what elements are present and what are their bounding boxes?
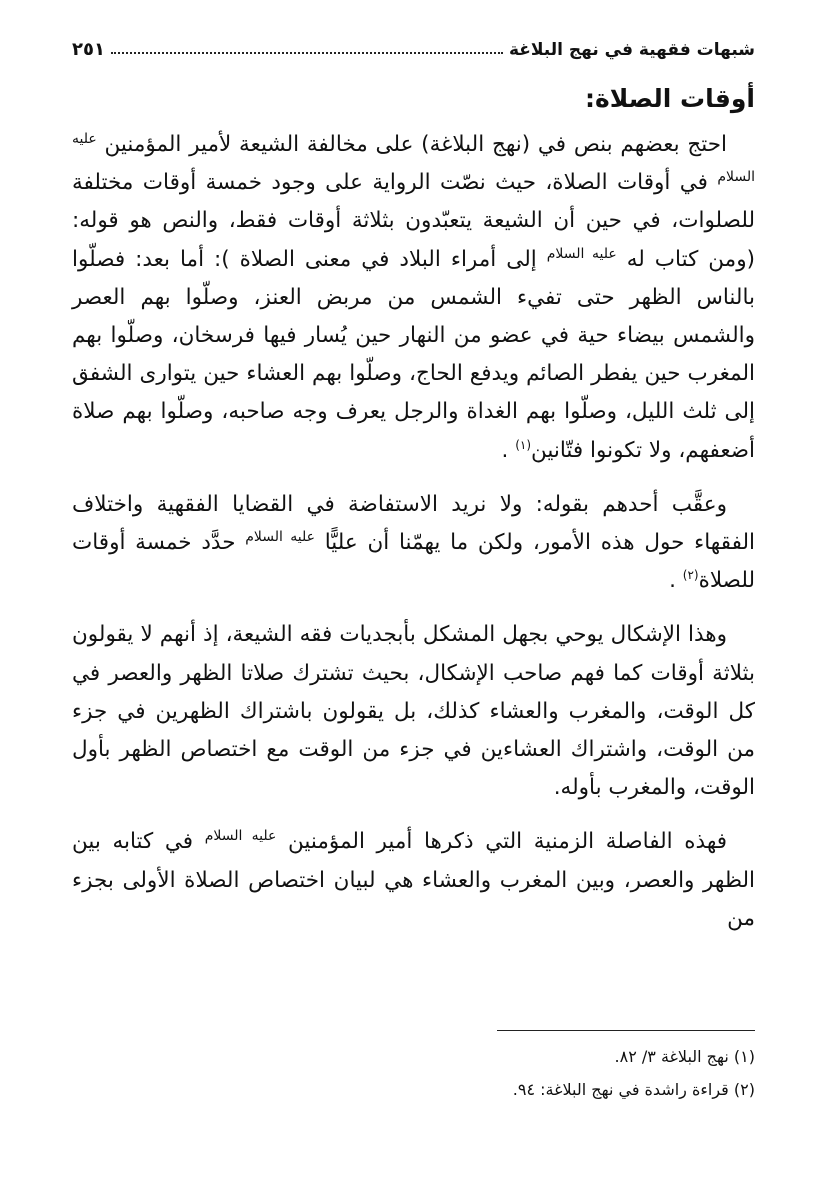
honorific-mark: عليه السلام — [546, 245, 617, 262]
paragraph-1-text-c: إلى أمراء البلاد في معنى الصلاة ): أما بعد: فصلّوا بالناس الظهر حتى تفيء الشمس من مربض العنز، وصلّوا بهم العصر والشمس بيضاء حية في عضو من النهار حين يُسار فيها فرسخان، وصلّوا بهم المغرب حين يفطر الصائم ويدفع الحاج، وصلّوا بهم العشاء حين يتوارى الشفق إلى ثلث الليل، وصلّوا بهم الغداة والرجل يعرف وجه صاحبه، وصلّوا بهم صلاة أضعفهم، ولا تكونوا فتّانين — [72, 246, 755, 463]
footnote-ref-2[interactable]: (٢) — [682, 568, 699, 583]
footnote-2: (٢) قراءة راشدة في نهج البلاغة: ٩٤. — [512, 1080, 755, 1099]
paragraph-4-text-a: فهذه الفاصلة الزمنية التي ذكرها أمير المؤمنين — [288, 829, 728, 855]
paragraph-1 — [72, 126, 755, 470]
paragraph-2-end: . — [669, 568, 676, 594]
paragraph-2-text-b: حدَّد خمسة أوقات للصلاة — [72, 530, 755, 594]
section-title: أوقات الصلاة: — [584, 84, 755, 113]
body-text — [72, 126, 755, 954]
running-title: شبهات فقهية في نهج البلاغة — [508, 40, 755, 60]
paragraph-1-text-a: احتج بعضهم بنص في (نهج البلاغة) على مخالفة الشيعة لأمير المؤمنين — [104, 132, 727, 157]
paragraph-1-end: . — [501, 437, 509, 463]
paragraph-4 — [72, 823, 755, 938]
header-dotted-leader — [111, 52, 503, 54]
paragraph-2 — [72, 486, 755, 601]
footnote-ref-1[interactable]: (١) — [515, 437, 532, 452]
honorific-mark: عليه السلام — [245, 528, 315, 545]
paragraph-4-text-b: في كتابه بين الظهر والعصر، وبين المغرب والعشاء هي لبيان اختصاص الصلاة الأولى بجزء من — [72, 829, 755, 931]
paragraph-3: وهذا الإشكال يوحي بجهل المشكل بأبجديات فقه الشيعة، إذ أنهم لا يقولون بثلاثة أوقات كما فهم صاحب الإشكال، بحيث تشترك صلاتا الظهر والعصر في كل الوقت، والمغرب والعشاء كذلك، بل يقولون باشتراك الظهرين في جزء من الوقت، واشتراك العشاءين في جزء من الوقت مع اختصاص الظهر بأول الوقت، والمغرب بأوله. — [72, 622, 755, 801]
paragraph-2-text-a: وعقَّب أحدهم بقوله: ولا نريد الاستفاضة في القضايا الفقهية واختلاف الفقهاء حول هذه الأمور، ولكن ما يهمّنا أن عليًّا — [72, 491, 755, 556]
honorific-mark: عليه السلام — [72, 130, 755, 186]
paragraph-1-text-b: في أوقات الصلاة، حيث نصّت الرواية على وجود خمسة أوقات مختلفة للصلوات، في حين أن الشيعة يتعبّدون بثلاثة أوقات فقط، والنص هو قوله: (ومن كتاب له — [72, 170, 755, 272]
footnotes — [72, 1040, 755, 1106]
footnote-1: (١) نهج البلاغة ٣/ ٨٢. — [614, 1047, 755, 1066]
running-header — [72, 30, 755, 60]
honorific-mark: عليه السلام — [204, 828, 277, 845]
page-number: ٢٥١ — [72, 39, 105, 60]
footnote-divider — [497, 1030, 755, 1031]
